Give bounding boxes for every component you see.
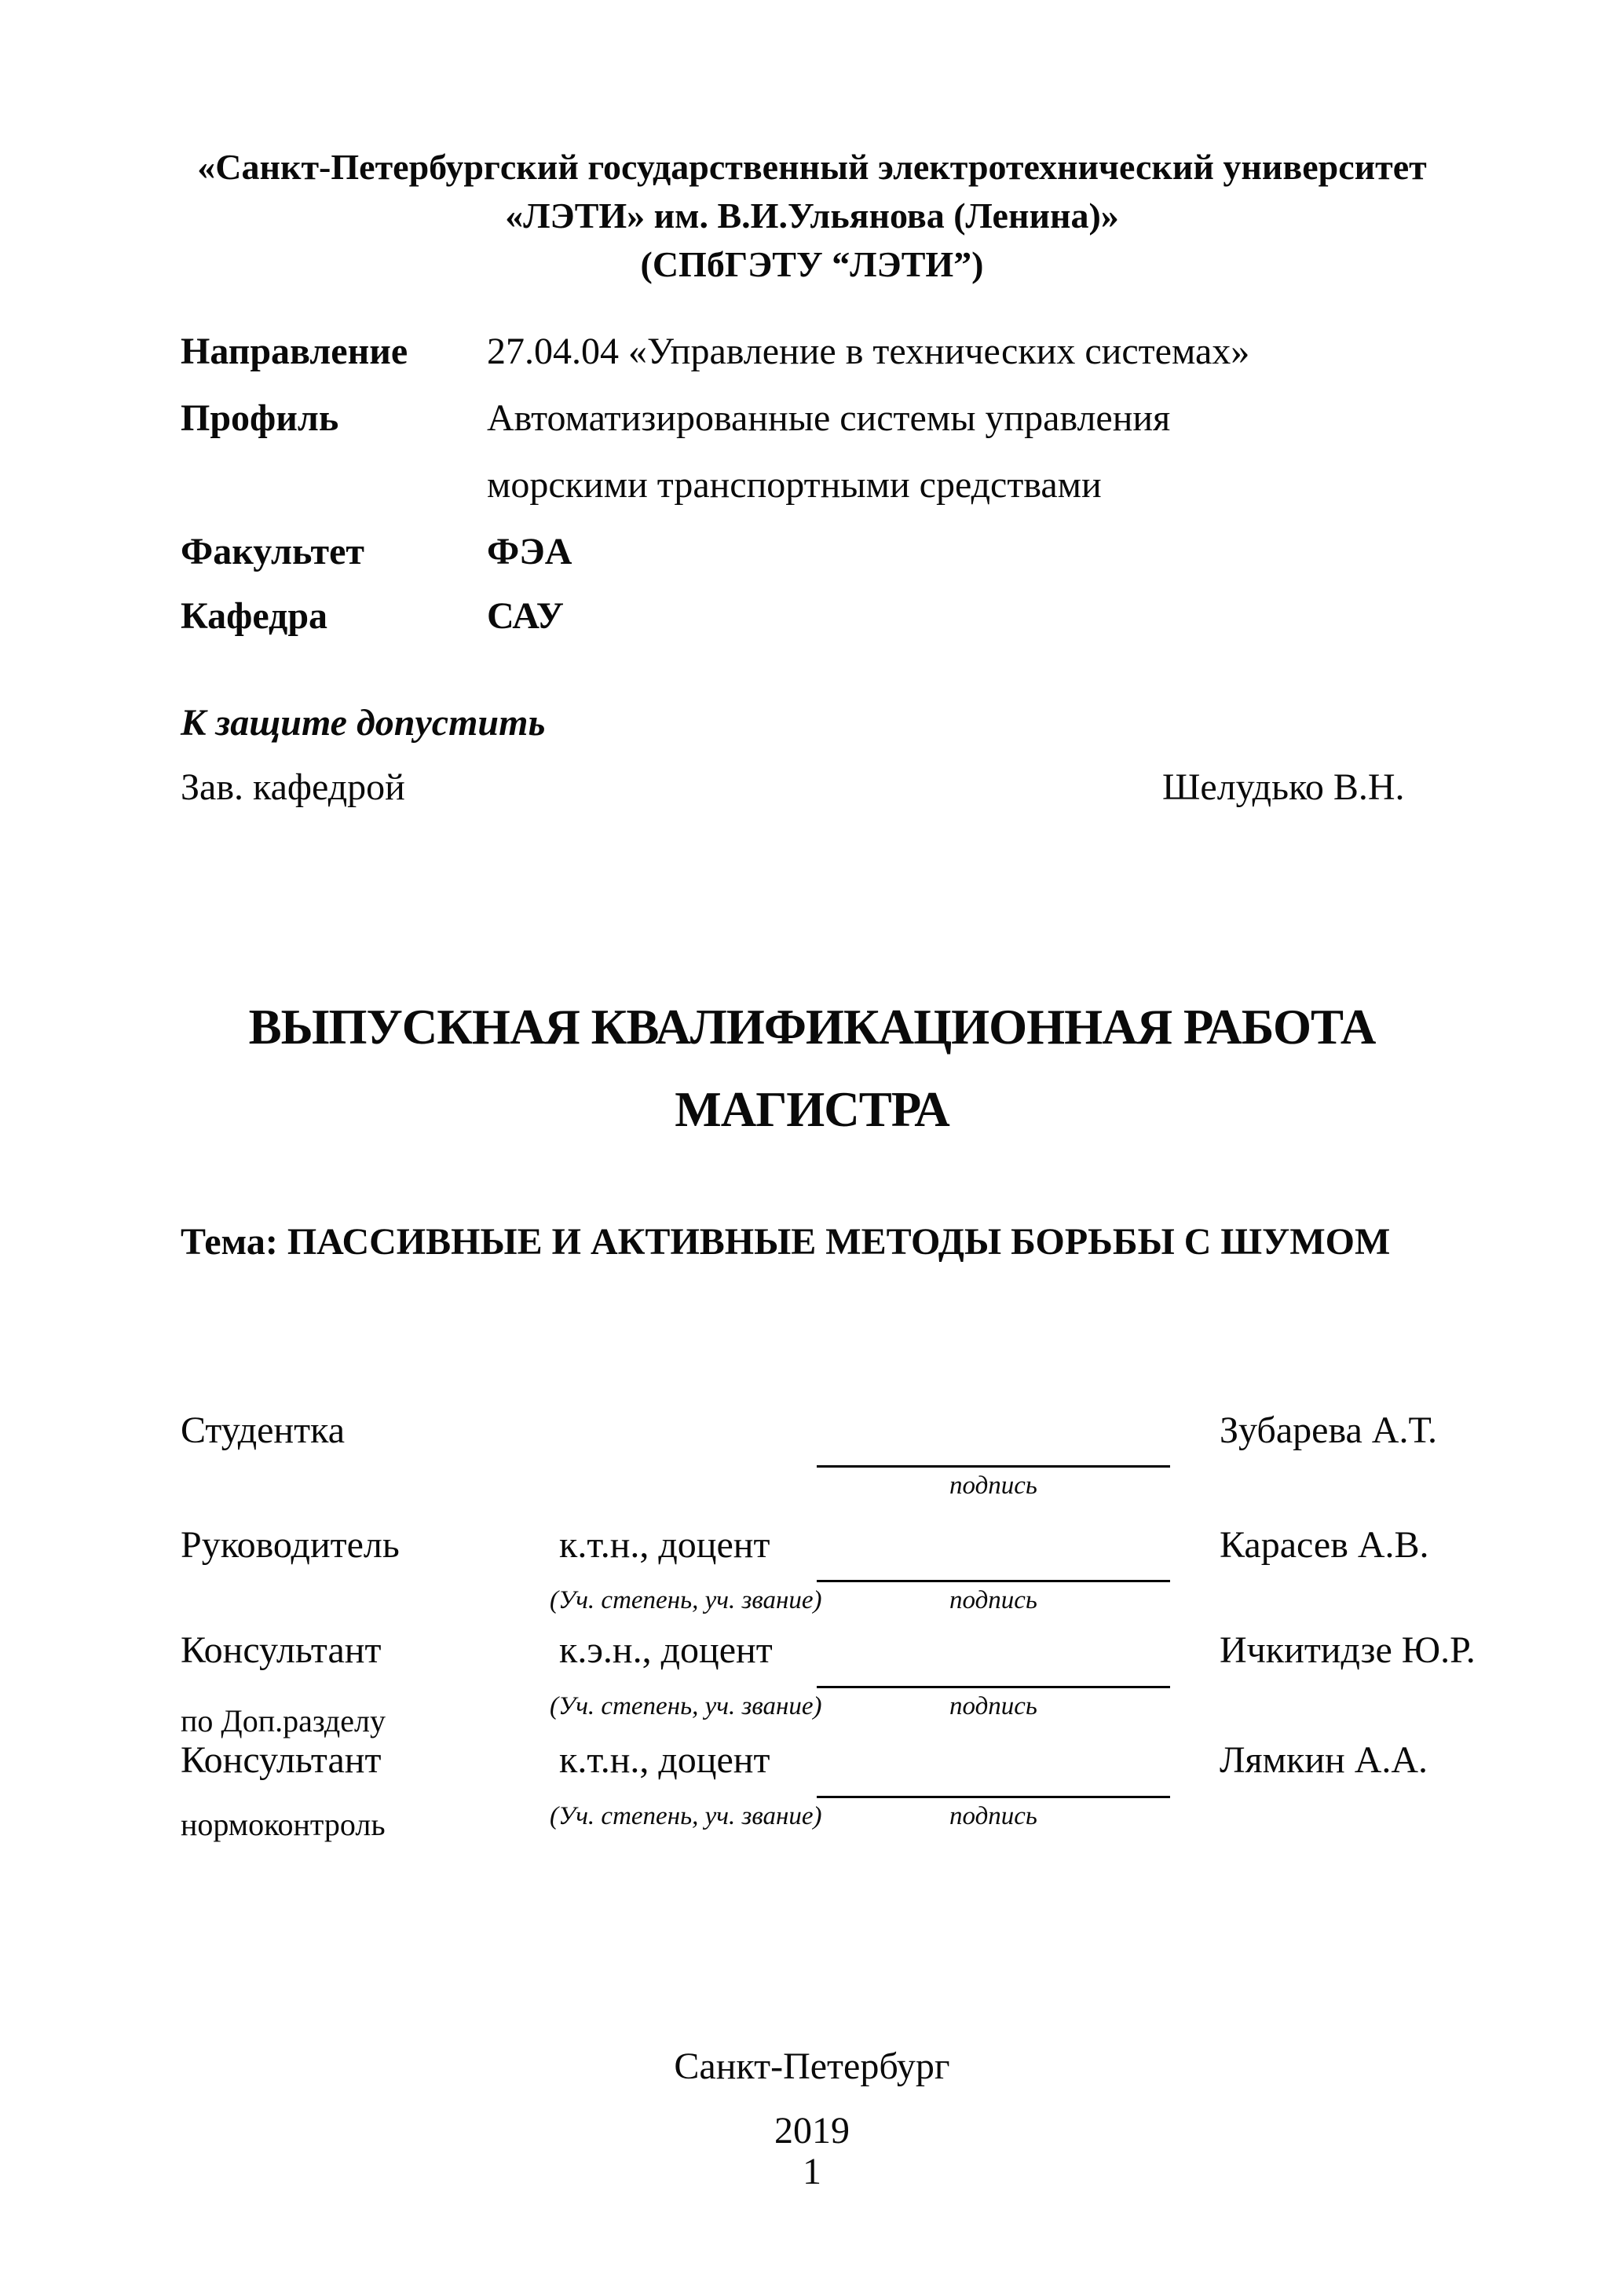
consultant2-degree: к.т.н., доцент <box>559 1739 770 1781</box>
consultant2-role: Консультант <box>181 1739 382 1781</box>
supervisor-role: Руководитель <box>181 1524 400 1566</box>
consultant2-signature-line <box>817 1796 1170 1798</box>
consultant1-degree-caption: (Уч. степень, уч. звание) <box>550 1692 822 1720</box>
footer-year: 2019 <box>774 2110 850 2152</box>
university-header <box>0 143 1624 289</box>
footer-page-number: 1 <box>803 2151 821 2192</box>
department-label: Кафедра <box>181 595 328 637</box>
student-name: Зубарева А.Т. <box>1220 1409 1437 1451</box>
consultant1-name: Ичкитидзе Ю.Р. <box>1220 1629 1476 1671</box>
consultant1-sub-role: по Доп.разделу <box>181 1703 386 1738</box>
consultant2-sub-role: нормоконтроль <box>181 1807 386 1842</box>
consultant2-signature-caption: подпись <box>949 1802 1037 1830</box>
footer-city: Санкт-Петербург <box>674 2046 950 2087</box>
header-line-2: «ЛЭТИ» им. В.И.Ульянова (Ленина)» <box>505 196 1119 236</box>
thesis-theme: Тема: ПАССИВНЫЕ И АКТИВНЫЕ МЕТОДЫ БОРЬБЫ С ШУМОМ <box>181 1221 1391 1263</box>
header-line-3: (СПбГЭТУ “ЛЭТИ”) <box>640 244 984 284</box>
supervisor-degree-caption: (Уч. степень, уч. звание) <box>550 1586 822 1614</box>
consultant1-signature-line <box>817 1686 1170 1688</box>
profile-value-line-1: Автоматизированные системы управления <box>487 397 1171 439</box>
thesis-title-line-2: МАГИСТРА <box>675 1082 949 1137</box>
consultant2-name: Лямкин А.А. <box>1220 1739 1428 1781</box>
profile-value-line-2: морскими транспортными средствами <box>487 464 1102 506</box>
admission-role: Зав. кафедрой <box>181 766 405 808</box>
supervisor-degree: к.т.н., доцент <box>559 1524 770 1566</box>
student-role: Студентка <box>181 1409 345 1451</box>
admission-heading: К защите допустить <box>181 702 546 744</box>
supervisor-name: Карасев А.В. <box>1220 1524 1429 1566</box>
supervisor-signature-caption: подпись <box>949 1586 1037 1614</box>
student-signature-caption: подпись <box>949 1472 1037 1500</box>
direction-value: 27.04.04 «Управление в технических системах» <box>487 331 1250 372</box>
student-signature-line <box>817 1465 1170 1468</box>
department-value: САУ <box>487 595 564 637</box>
consultant1-degree: к.э.н., доцент <box>559 1629 773 1671</box>
supervisor-signature-line <box>817 1580 1170 1582</box>
faculty-label: Факультет <box>181 531 364 572</box>
consultant2-degree-caption: (Уч. степень, уч. звание) <box>550 1802 822 1830</box>
header-line-1: «Санкт-Петербургский государственный электротехнический университет <box>197 147 1427 187</box>
consultant1-role: Консультант <box>181 1629 382 1671</box>
admission-name: Шелудько В.Н. <box>1162 766 1405 808</box>
thesis-title-line-1: ВЫПУСКНАЯ КВАЛИФИКАЦИОННАЯ РАБОТА <box>248 1000 1376 1055</box>
consultant1-signature-caption: подпись <box>949 1692 1037 1720</box>
faculty-value: ФЭА <box>487 531 572 572</box>
profile-label: Профиль <box>181 397 339 439</box>
direction-label: Направление <box>181 331 408 372</box>
